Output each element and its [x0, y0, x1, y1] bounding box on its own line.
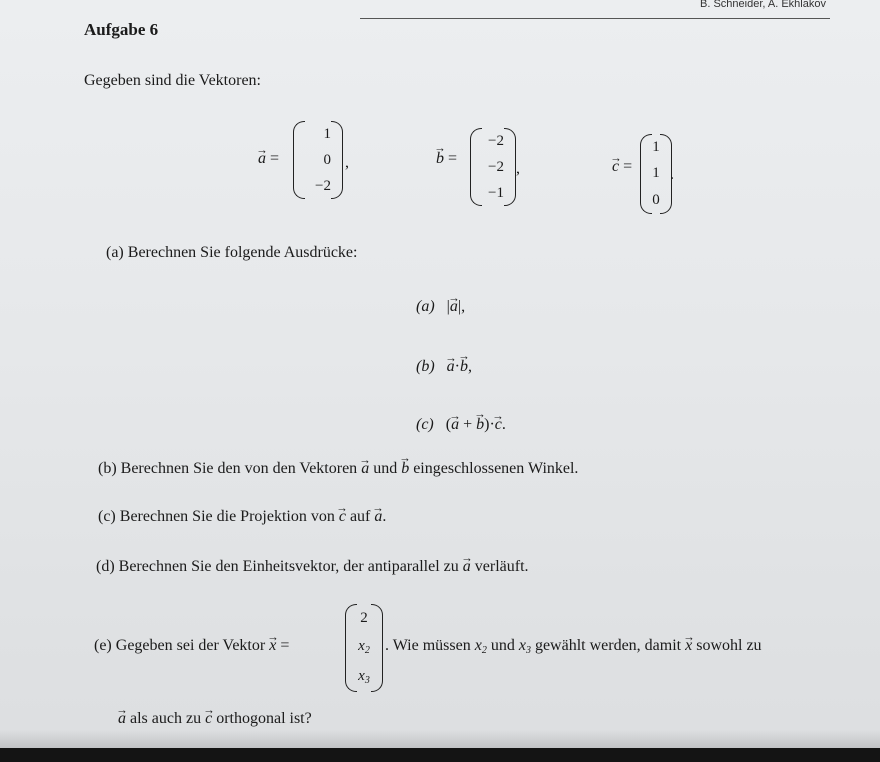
vector-b-label: → b = [436, 150, 457, 168]
vector-x-comp-1: 2 [360, 609, 368, 626]
vector-a-comp-1: 1 [323, 125, 331, 142]
vector-c-matrix [640, 134, 672, 214]
part-e-line-1-right: . Wie müssen $x_2$ und $x_3$ gewählt werden, damit → x sowohl zu [385, 637, 762, 656]
vector-b-comp-1: −2 [488, 132, 504, 149]
vector-c-comp-2: 1 [652, 165, 660, 182]
vector-x-comp-3: $x_3$ [358, 668, 370, 687]
part-a-item-3: (c) (→ a + → b)·→ c. [416, 416, 506, 434]
task-title: Aufgabe 6 [84, 20, 159, 39]
part-e-line-2: → a als auch zu → c orthogonal ist? [118, 710, 312, 728]
part-e-line-1-left: (e) Gegeben sei der Vektor → x = [94, 637, 289, 655]
page-shadow [0, 730, 880, 748]
vector-a-comp-2: 0 [323, 151, 331, 168]
part-b: (b) Berechnen Sie den von den Vektoren → a und → b eingeschlossenen Winkel. [98, 460, 578, 478]
vector-b-matrix [470, 128, 516, 206]
vector-c-comp-3: 0 [652, 192, 660, 209]
vector-a-matrix [293, 121, 343, 199]
part-a-text: Berechnen Sie folgende Ausdrücke: [127, 244, 358, 261]
part-a [106, 244, 357, 262]
part-c: (c) Berechnen Sie die Projektion von → c auf → a. [98, 508, 386, 526]
vector-a-comp-3: −2 [315, 177, 331, 194]
vector-a-punct: , [345, 154, 349, 171]
vector-a-label: → a = [258, 150, 279, 168]
vector-x-matrix [345, 604, 383, 692]
vector-x-comp-2: $x_2$ [358, 638, 370, 657]
vector-c-punct: . [670, 166, 674, 183]
vector-b-punct: , [516, 160, 520, 177]
table-edge [0, 748, 880, 762]
vector-b-comp-3: −1 [488, 184, 504, 201]
vector-c-label: → c = [612, 158, 632, 176]
vector-b-comp-2: −2 [488, 158, 504, 175]
part-d: (d) Berechnen Sie den Einheitsvektor, der antiparallel zu → a verläuft. [96, 558, 529, 576]
part-a-item-1: (a) |→ a|, [416, 298, 465, 316]
vector-c-comp-1: 1 [652, 138, 660, 155]
part-a-label: (a) [106, 244, 124, 261]
header-rule [360, 18, 830, 19]
author-line: B. Schneider, A. Ekhlakov [700, 0, 826, 10]
part-a-item-2: (b) → a·→ b, [416, 358, 472, 376]
task-intro: Gegeben sind die Vektoren: [84, 72, 261, 89]
